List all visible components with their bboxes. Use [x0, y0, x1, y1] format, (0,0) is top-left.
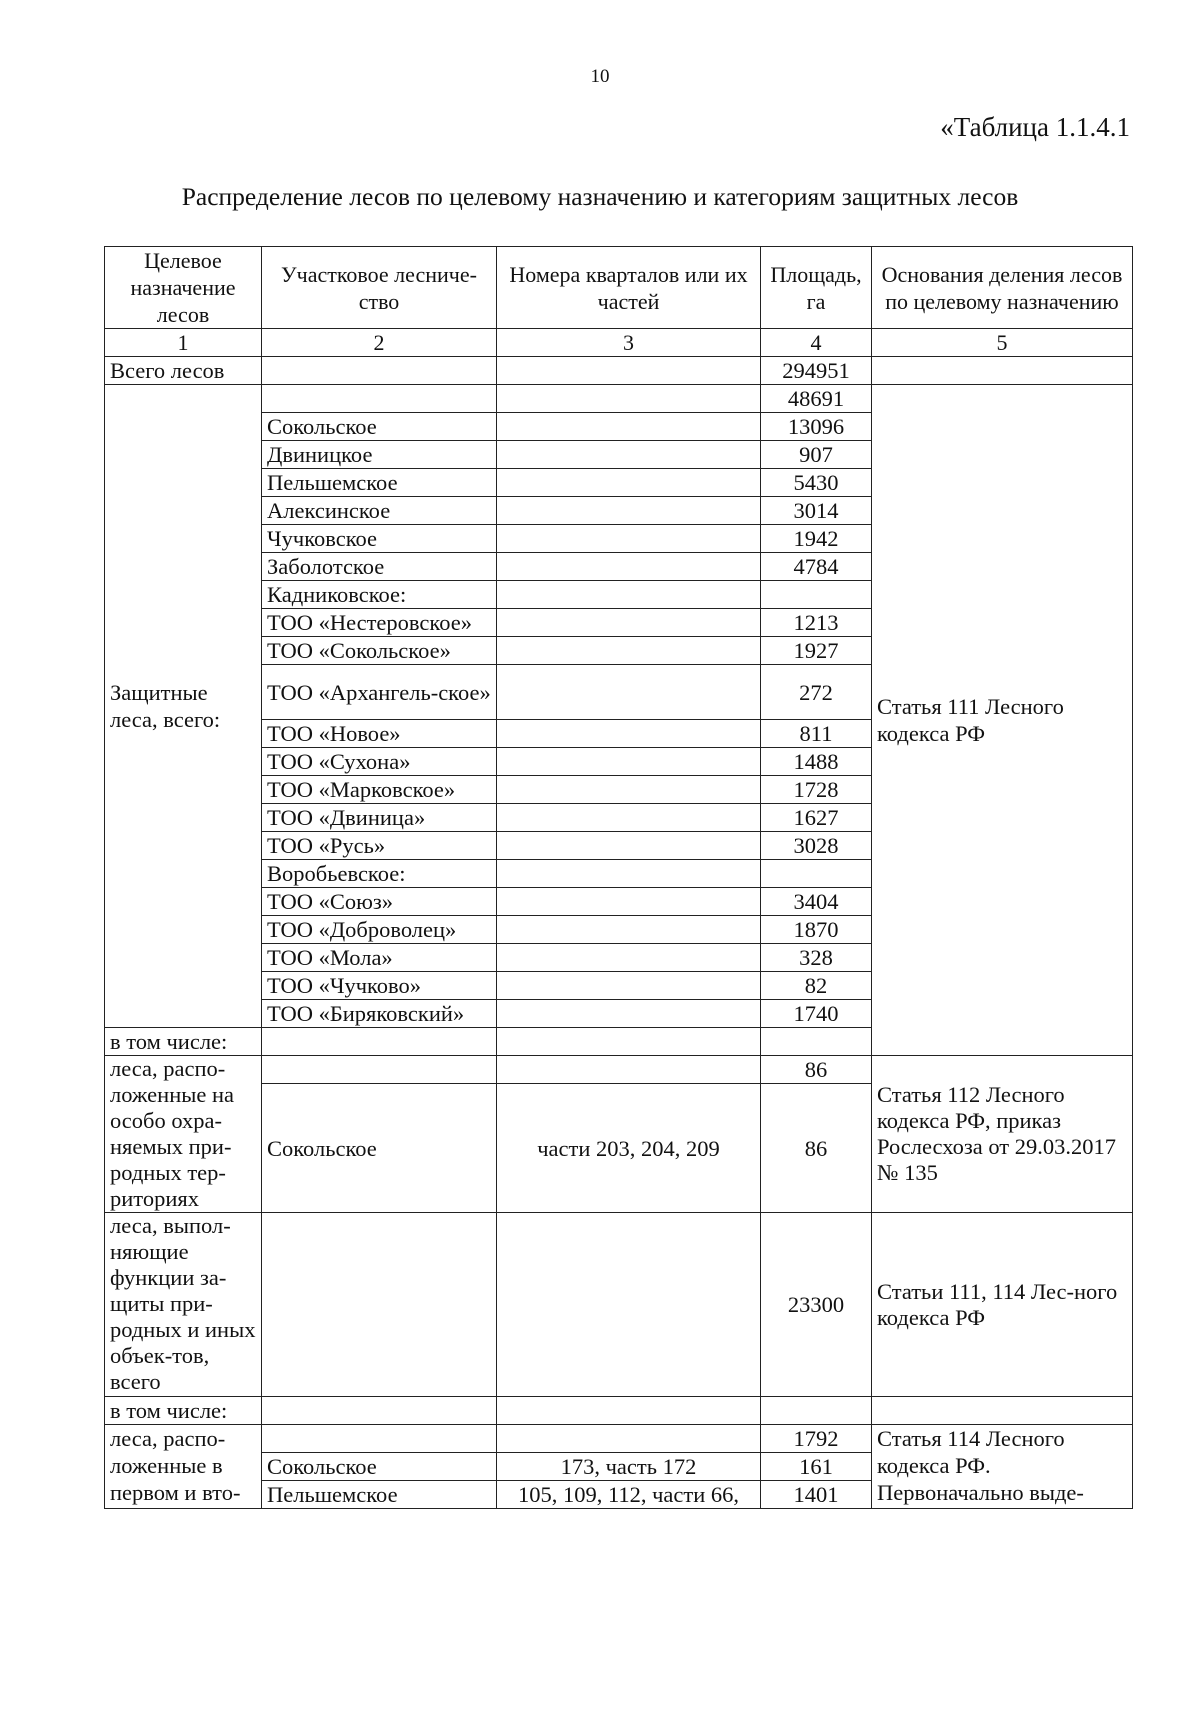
page-number: 10: [590, 66, 610, 87]
functions-area: 23300: [761, 1213, 872, 1397]
total-row: [105, 357, 1133, 385]
forestry-name: Кадниковское:: [262, 581, 497, 609]
forestry-name: Сокольское: [262, 413, 497, 441]
area-value: 272: [761, 665, 872, 720]
area-value: 86: [761, 1084, 872, 1213]
table-reference: «Таблица 1.1.4.1: [940, 112, 1130, 142]
forestry-name: ТОО «Доброволец»: [262, 916, 497, 944]
forestry-name: Алексинское: [262, 497, 497, 525]
total-area: 294951: [761, 357, 872, 385]
forestry-name: ТОО «Сокольское»: [262, 637, 497, 665]
opt-basis: Статья 112 Лесного кодекса РФ, приказ Рослесхоза от 29.03.2017 № 135: [872, 1056, 1133, 1213]
forestry-name: ТОО «Архангель-ское»: [262, 665, 497, 720]
forestry-name: ТОО «Нестеровское»: [262, 609, 497, 637]
area-value: 1401: [761, 1481, 872, 1509]
area-value: 3028: [761, 832, 872, 860]
forestry-name: Сокольское: [262, 1453, 497, 1481]
forestry-name: ТОО «Новое»: [262, 720, 497, 748]
document-title: Распределение лесов по целевому назначению и категориям защитных лесов: [181, 182, 1019, 211]
area-value: 82: [761, 972, 872, 1000]
column-number: 4: [761, 329, 872, 357]
forestry-name: ТОО «Биряковский»: [262, 1000, 497, 1028]
protective-total-row: [105, 385, 1133, 413]
functions-label: леса, выпол-няющие функции за-щиты при-родных и иных объек-тов, всего: [105, 1213, 262, 1397]
area-value: 161: [761, 1453, 872, 1481]
area-value: 328: [761, 944, 872, 972]
protective-total-area: 48691: [761, 385, 872, 413]
area-value: [761, 581, 872, 609]
area-value: 13096: [761, 413, 872, 441]
forestry-name: ТОО «Мола»: [262, 944, 497, 972]
area-value: 1728: [761, 776, 872, 804]
functions-row: [105, 1213, 1133, 1397]
area-value: 3404: [761, 888, 872, 916]
header-area: Площадь, га: [761, 247, 872, 329]
forestry-name: ТОО «Марковское»: [262, 776, 497, 804]
area-value: 1942: [761, 525, 872, 553]
area-value: 1740: [761, 1000, 872, 1028]
forest-distribution-table: [104, 246, 1133, 1509]
area-value: 907: [761, 441, 872, 469]
quarters-value: 105, 109, 112, части 66,: [497, 1481, 761, 1509]
area-value: 1927: [761, 637, 872, 665]
area-value: 1627: [761, 804, 872, 832]
area-value: 5430: [761, 469, 872, 497]
column-number: 5: [872, 329, 1133, 357]
table-header-row: [105, 247, 1133, 329]
including-label: в том числе:: [105, 1397, 262, 1425]
zones-basis: Статья 114 Лесного кодекса РФ. Первоначально выде-: [872, 1425, 1133, 1509]
forestry-name: ТОО «Сухона»: [262, 748, 497, 776]
column-number: 3: [497, 329, 761, 357]
area-value: 1488: [761, 748, 872, 776]
quarters-value: части 203, 204, 209: [497, 1084, 761, 1213]
area-value: 3014: [761, 497, 872, 525]
header-quarters: Номера кварталов или их частей: [497, 247, 761, 329]
forestry-name: Воробьевское:: [262, 860, 497, 888]
total-label: Всего лесов: [105, 357, 262, 385]
area-value: 1213: [761, 609, 872, 637]
forestry-name: ТОО «Чучково»: [262, 972, 497, 1000]
quarters-value: 173, часть 172: [497, 1453, 761, 1481]
area-value: [761, 860, 872, 888]
forestry-name: Пельшемское: [262, 1481, 497, 1509]
including-label: в том числе:: [105, 1028, 262, 1056]
zones-total-area: 1792: [761, 1425, 872, 1453]
opt-label: леса, распо-ложенные на особо охра-няемых при-родных тер-риториях: [105, 1056, 262, 1213]
column-number: 1: [105, 329, 262, 357]
protective-basis: Статья 111 Лесного кодекса РФ: [872, 385, 1133, 1056]
header-forestry: Участковое лесниче-ство: [262, 247, 497, 329]
forestry-name: ТОО «Русь»: [262, 832, 497, 860]
zones-total-row: [105, 1425, 1133, 1453]
area-value: 4784: [761, 553, 872, 581]
forestry-name: Двиницкое: [262, 441, 497, 469]
forestry-name: ТОО «Двиница»: [262, 804, 497, 832]
header-basis: Основания деления лесов по целевому назначению: [872, 247, 1133, 329]
area-value: 811: [761, 720, 872, 748]
header-purpose: Целевое назначение лесов: [105, 247, 262, 329]
including-row: [105, 1397, 1133, 1425]
functions-basis: Статьи 111, 114 Лес-ного кодекса РФ: [872, 1213, 1133, 1397]
forestry-name: ТОО «Союз»: [262, 888, 497, 916]
column-number-row: [105, 329, 1133, 357]
forestry-name: Сокольское: [262, 1084, 497, 1213]
opt-total-area: 86: [761, 1056, 872, 1084]
zones-label: леса, распо-ложенные в первом и вто-: [105, 1425, 262, 1509]
forestry-name: Чучковское: [262, 525, 497, 553]
area-value: 1870: [761, 916, 872, 944]
forestry-name: Пельшемское: [262, 469, 497, 497]
opt-total-row: [105, 1056, 1133, 1084]
column-number: 2: [262, 329, 497, 357]
protective-label: Защитные леса, всего:: [105, 385, 262, 1028]
forestry-name: Заболотское: [262, 553, 497, 581]
